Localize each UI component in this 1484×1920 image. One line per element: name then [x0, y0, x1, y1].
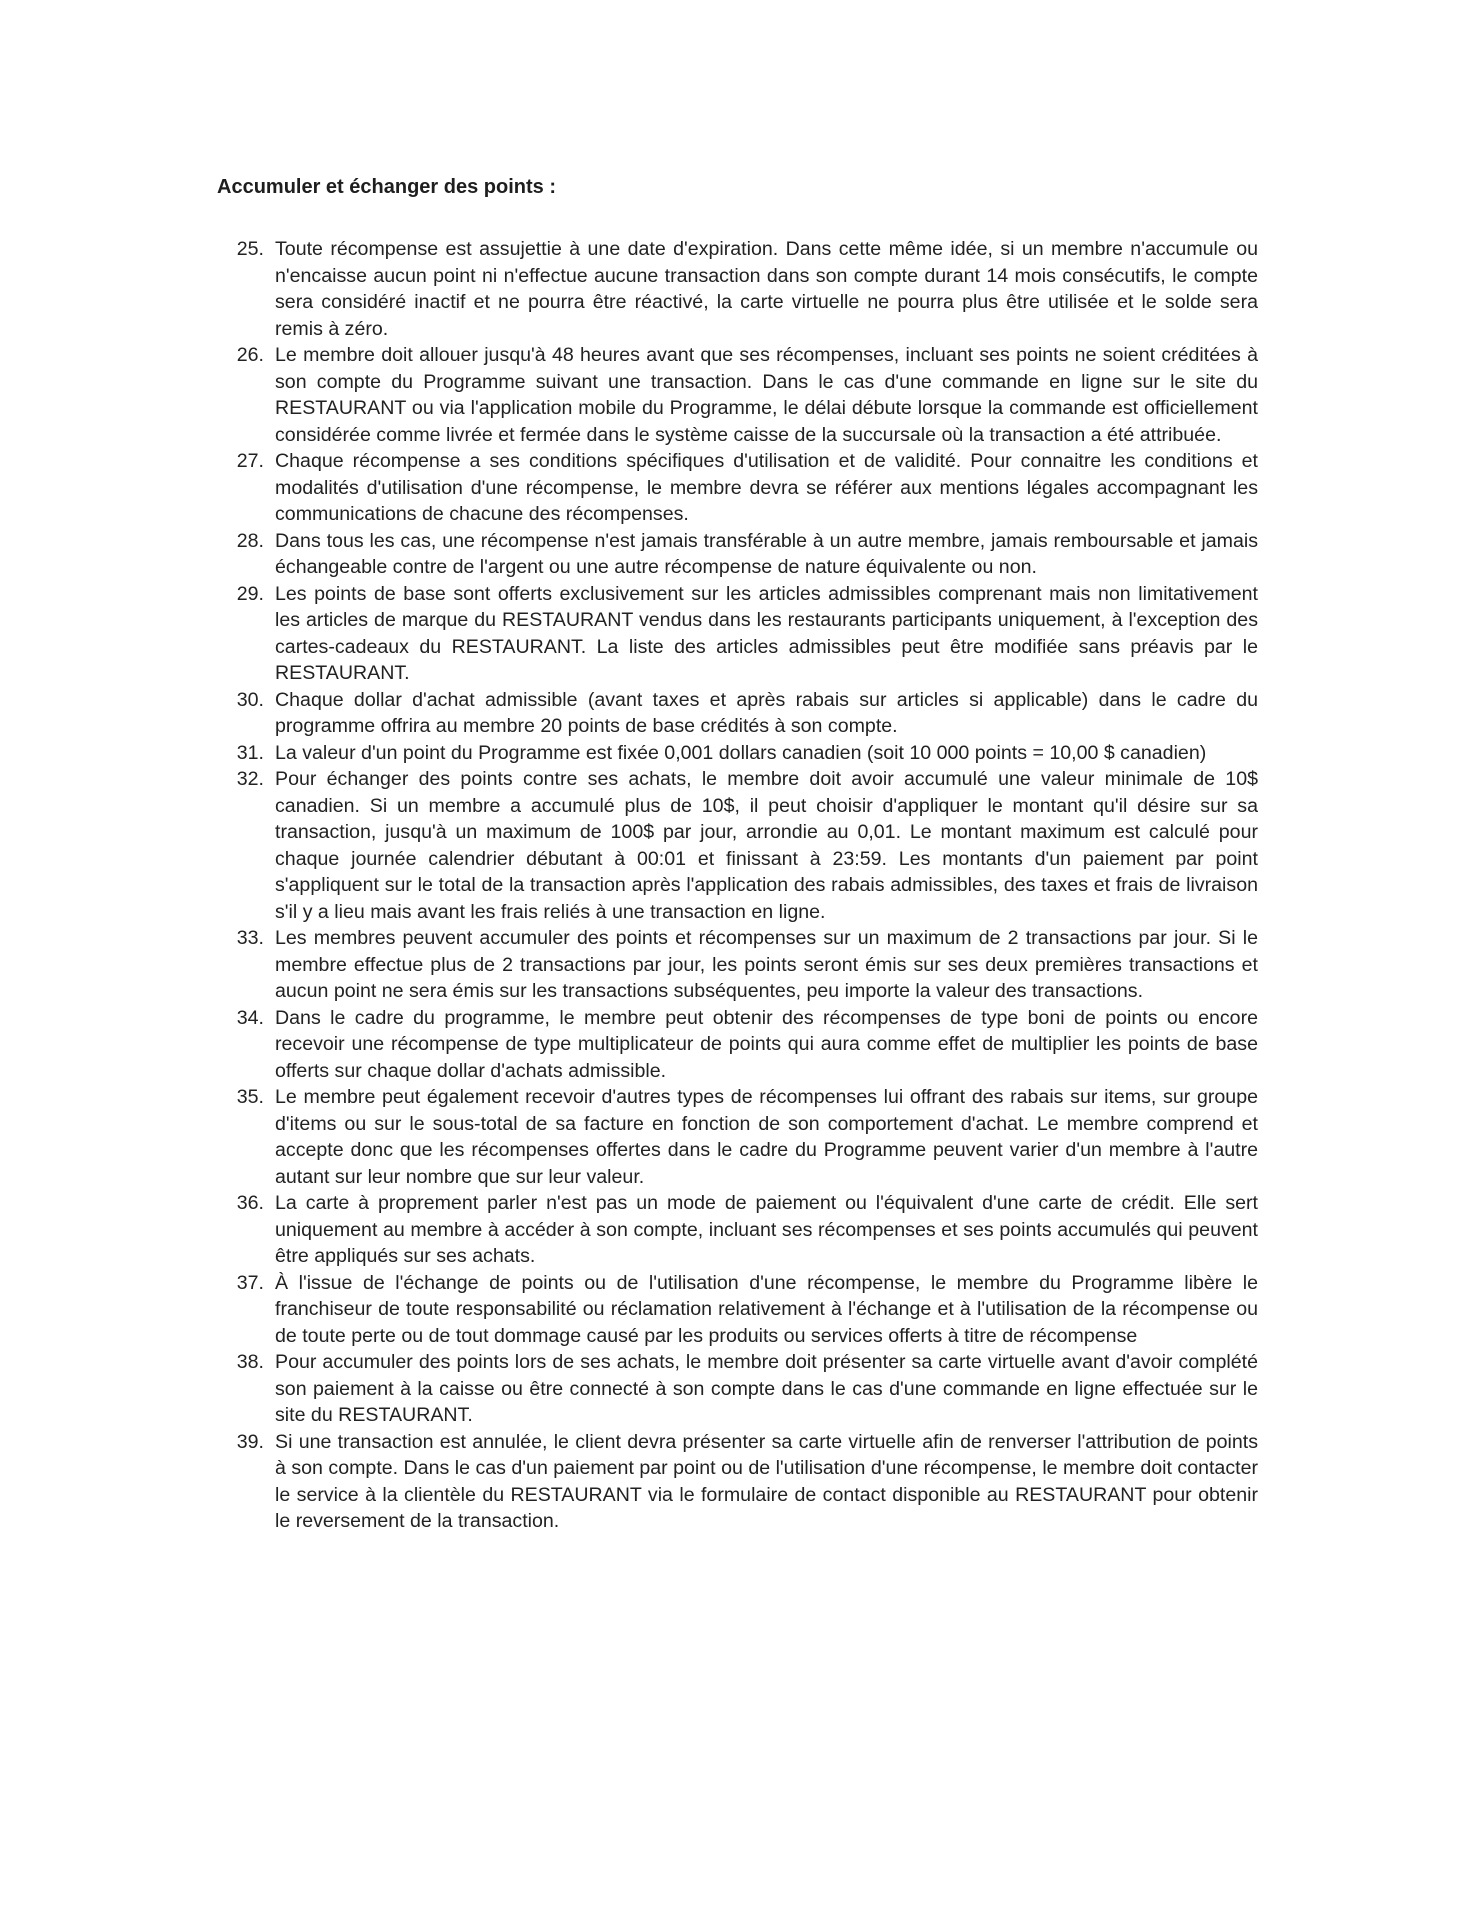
- clause-37: [0, 1270, 1258, 1350]
- clause-25: [0, 236, 1258, 342]
- clause-text: Dans le cadre du programme, le membre peut obtenir des récompenses de type boni de points ou encore recevoir une récompense de type multiplicateur de points qui aura comme effet de multiplier les points de base offerts sur chaque dollar d'achats admissible.: [275, 1006, 1258, 1082]
- clause-text: Toute récompense est assujettie à une date d'expiration. Dans cette même idée, si un membre n'accumule ou n'encaisse aucun point ni n'effectue aucune transaction dans son compte durant 14 mois consécutifs, le compte sera considéré inactif et ne pourra être réactivé, la carte virtuelle ne pourra plus être utilisée et le solde sera remis à zéro.: [275, 238, 1258, 340]
- clause-text: Pour échanger des points contre ses achats, le membre doit avoir accumulé une valeur minimale de 10$ canadien. Si un membre a accumulé plus de 10$, il peut choisir d'appliquer le montant qu'il désire sur sa transaction, jusqu'à un maximum de 100$ par jour, arrondie au 0,01. Le montant maximum est calculé pour chaque journée calendrier débutant à 00:01 et finissant à 23:59. Les montants d'un paiement par point s'appliquent sur le total de la transaction après l'application des rabais admissibles, des taxes et frais de livraison s'il y a lieu mais avant les frais reliés à une transaction en ligne.: [275, 768, 1258, 923]
- clause-number: 32.: [236, 768, 264, 790]
- clause-number: 37.: [236, 1271, 264, 1294]
- clause-34: [0, 1005, 1258, 1085]
- clause-26: [0, 342, 1258, 448]
- clause-number: 27.: [236, 450, 264, 472]
- clause-number: 33.: [236, 927, 264, 949]
- clause-36: [0, 1190, 1258, 1270]
- clause-29: [0, 581, 1258, 687]
- section-title: Accumuler et échanger des points :: [217, 176, 556, 198]
- clause-text: Les points de base sont offerts exclusivement sur les articles admissibles comprenant mais non limitativement les articles de marque du RESTAURANT vendus dans les restaurants participants uniquement, à l'exception des cartes-cadeaux du RESTAURANT. La liste des articles admissibles peut être modifiée sans préavis par le RESTAURANT.: [275, 582, 1258, 684]
- clause-number: 34.: [236, 1006, 264, 1029]
- clause-number: 30.: [236, 688, 264, 711]
- clause-text: Chaque récompense a ses conditions spécifiques d'utilisation et de validité. Pour connaitre les conditions et modalités d'utilisation d'une récompense, le membre devra se référer aux mentions légales accompagnant les communications de chacune des récompenses.: [275, 450, 1258, 525]
- clause-number: 39.: [236, 1430, 264, 1453]
- clause-text: La valeur d'un point du Programme est fixée 0,001 dollars canadien (soit 10 000 points = 10,00 $ canadien): [275, 741, 1207, 764]
- clause-text: Si une transaction est annulée, le client devra présenter sa carte virtuelle afin de renverser l'attribution de points à son compte. Dans le cas d'un paiement par point ou de l'utilisation d'une récompense, le membre doit contacter le service à la clientèle du RESTAURANT via le formulaire de contact disponible au RESTAURANT pour obtenir le reversement de la transaction.: [275, 1430, 1258, 1532]
- clause-33: [0, 925, 1258, 1005]
- clause-list: [0, 236, 1484, 1535]
- clause-number: 38.: [236, 1351, 264, 1373]
- clause-text: À l'issue de l'échange de points ou de l'utilisation d'une récompense, le membre du Programme libère le franchiseur de toute responsabilité ou réclamation relativement à l'échange et à l'utilisation de la récompense ou de toute perte ou de tout dommage causé par les produits ou services offerts à titre de récompense: [275, 1271, 1258, 1347]
- clause-27: [0, 448, 1258, 528]
- clause-31: [0, 740, 1258, 767]
- clause-32: [0, 766, 1258, 925]
- clause-number: 29.: [236, 582, 264, 605]
- clause-number: 25.: [236, 238, 264, 260]
- clause-text: Chaque dollar d'achat admissible (avant taxes et après rabais sur articles si applicable) dans le cadre du programme offrira au membre 20 points de base crédités à son compte.: [275, 688, 1258, 737]
- clause-text: Les membres peuvent accumuler des points et récompenses sur un maximum de 2 transactions par jour. Si le membre effectue plus de 2 transactions par jour, les points seront émis sur ses deux premières transactions et aucun point ne sera émis sur les transactions subséquentes, peu importe la valeur des transactions.: [275, 927, 1258, 1002]
- clause-39: [0, 1429, 1258, 1535]
- clause-text: Pour accumuler des points lors de ses achats, le membre doit présenter sa carte virtuelle avant d'avoir complété son paiement à la caisse ou être connecté à son compte dans le cas d'une commande en ligne effectuée sur le site du RESTAURANT.: [275, 1351, 1258, 1426]
- clause-text: Le membre doit allouer jusqu'à 48 heures avant que ses récompenses, incluant ses points ne soient créditées à son compte du Programme suivant une transaction. Dans le cas d'une commande en ligne sur le site du RESTAURANT ou via l'application mobile du Programme, le délai débute lorsque la commande est officiellement considérée comme livrée et fermée dans le système caisse de la succursale où la transaction a été attribuée.: [275, 344, 1258, 446]
- clause-number: 26.: [236, 344, 264, 366]
- clause-text: La carte à proprement parler n'est pas un mode de paiement ou l'équivalent d'une carte de crédit. Elle sert uniquement au membre à accéder à son compte, incluant ses récompenses et ses points accumulés qui peuvent être appliqués sur ses achats.: [275, 1192, 1258, 1267]
- clause-30: [0, 687, 1258, 740]
- clause-number: 36.: [236, 1192, 264, 1214]
- clause-28: [0, 528, 1258, 581]
- clause-number: 35.: [236, 1086, 264, 1108]
- clause-text: Le membre peut également recevoir d'autres types de récompenses lui offrant des rabais sur items, sur groupe d'items ou sur le sous-total de sa facture en fonction de son comportement d'achat. Le membre comprend et accepte donc que les récompenses offertes dans le cadre du Programme peuvent varier d'un membre à l'autre autant sur leur nombre que sur leur valeur.: [275, 1086, 1258, 1188]
- clause-35: [0, 1084, 1258, 1190]
- clause-number: 28.: [236, 529, 264, 552]
- clause-38: [0, 1349, 1258, 1429]
- clause-text: Dans tous les cas, une récompense n'est jamais transférable à un autre membre, jamais remboursable et jamais échangeable contre de l'argent ou une autre récompense de nature équivalente ou non.: [275, 529, 1258, 578]
- clause-number: 31.: [236, 741, 264, 764]
